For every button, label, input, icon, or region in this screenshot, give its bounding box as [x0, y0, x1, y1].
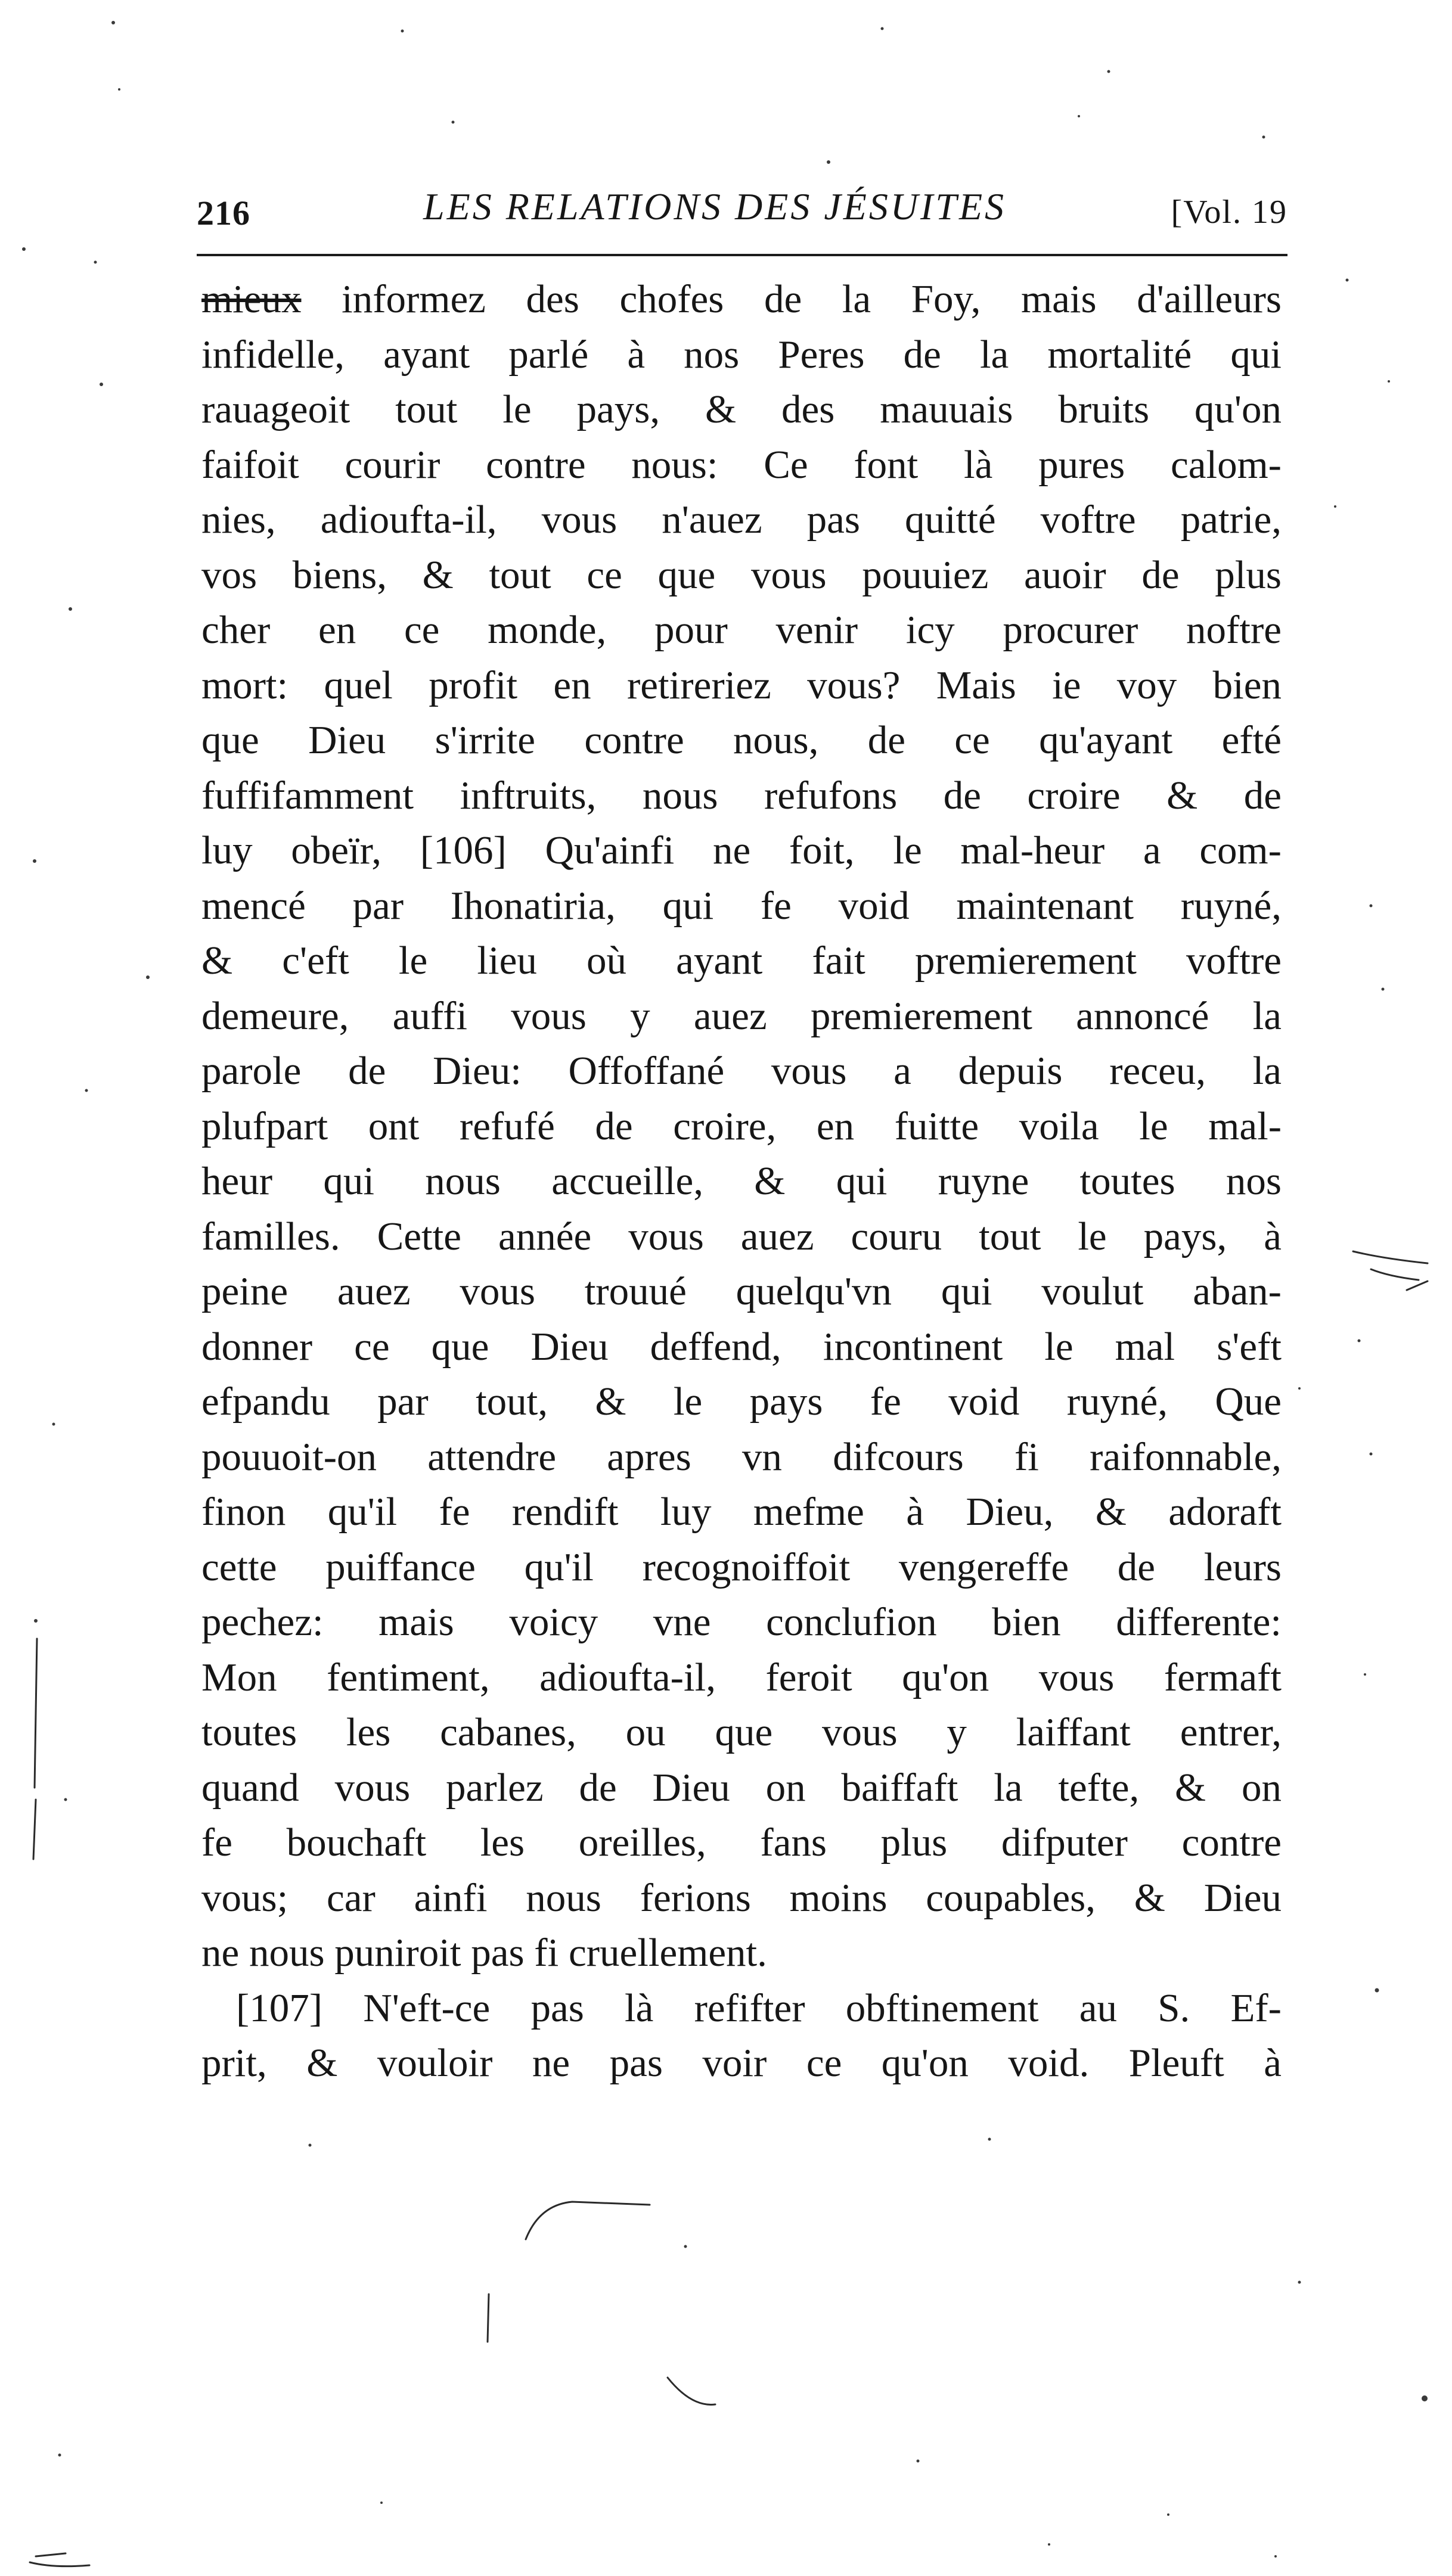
volume-label: [Vol. 19 [1171, 194, 1287, 231]
text-line: infidelle, ayant parlé à nos Peres de la mortalité qui [201, 332, 1282, 377]
text-line: & c'eft le lieu où ayant fait premierement voftre [201, 939, 1282, 983]
text-line: pechez: mais voicy vne conclufion bien differente: [201, 1600, 1282, 1644]
text-line: efpandu par tout, & le pays fe void ruyné, Que [201, 1379, 1282, 1424]
running-title: LES RELATIONS DES JÉSUITES [423, 185, 1007, 228]
text-line: donner ce que Dieu deffend, incontinent le mal s'eft [201, 1324, 1282, 1369]
text-line: vous; car ainfi nous ferions moins coupables, & Dieu [201, 1875, 1282, 1920]
text-line: familles. Cette année vous auez couru tout le pays, à [201, 1214, 1282, 1259]
struck-word: mieux [201, 277, 302, 321]
text-line [201, 272, 1282, 327]
text-line: quand vous parlez de Dieu on baiffaft la tefte, & on [201, 1765, 1282, 1810]
text-line: rauageoit tout le pays, & des mauuais bruits qu'on [201, 387, 1282, 431]
text-line: plufpart ont refufé de croire, en fuitte voila le mal- [201, 1104, 1282, 1148]
text-line-content: informez des chofes de la Foy, mais d'ailleurs [301, 277, 1282, 321]
body-text [201, 272, 1282, 2091]
text-line: nies, adioufta-il, vous n'auez pas quitté voftre patrie, [201, 498, 1282, 542]
text-line: mort: quel profit en retireriez vous? Mais ie voy bien [201, 663, 1282, 707]
text-line: cette puiffance qu'il recognoiffoit vengereffe de leurs [201, 1545, 1282, 1589]
text-line: [107] N'eft-ce pas là refifter obftinement au S. Ef- [236, 1985, 1282, 2030]
text-line: finon qu'il fe rendift luy mefme à Dieu, & adoraft [201, 1490, 1282, 1534]
text-line: que Dieu s'irrite contre nous, de ce qu'ayant efté [201, 718, 1282, 762]
text-line: fuffifamment inftruits, nous refufons de croire & de [201, 773, 1282, 818]
running-header [197, 185, 1287, 250]
text-line: faifoit courir contre nous: Ce font là pures calom- [201, 442, 1282, 487]
text-line: heur qui nous accueille, & qui ruyne toutes nos [201, 1159, 1282, 1203]
text-line: toutes les cabanes, ou que vous y laiffant entrer, [201, 1710, 1282, 1754]
text-line: cher en ce monde, pour venir icy procurer noftre [201, 608, 1282, 652]
text-line: fe bouchaft les oreilles, fans plus difputer contre [201, 1820, 1282, 1865]
text-line: ne nous puniroit pas fi cruellement. [201, 1931, 767, 1975]
text-line: pouuoit-on attendre apres vn difcours fi raifonnable, [201, 1434, 1282, 1479]
text-line: prit, & vouloir ne pas voir ce qu'on void. Pleuft à [201, 2041, 1282, 2085]
text-line: peine auez vous trouué quelqu'vn qui voulut aban- [201, 1269, 1282, 1313]
text-line: Mon fentiment, adioufta-il, feroit qu'on vous fermaft [201, 1655, 1282, 1699]
text-line: mencé par Ihonatiria, qui fe void maintenant ruyné, [201, 883, 1282, 928]
text-line: vos biens, & tout ce que vous pouuiez auoir de plus [201, 552, 1282, 597]
text-line: luy obeïr, [106] Qu'ainfi ne foit, le mal-heur a com- [201, 828, 1282, 872]
page-number: 216 [197, 194, 250, 232]
text-line: demeure, auffi vous y auez premierement annoncé la [201, 993, 1282, 1038]
text-line: parole de Dieu: Offoffané vous a depuis receu, la [201, 1049, 1282, 1093]
header-rule [197, 254, 1287, 256]
